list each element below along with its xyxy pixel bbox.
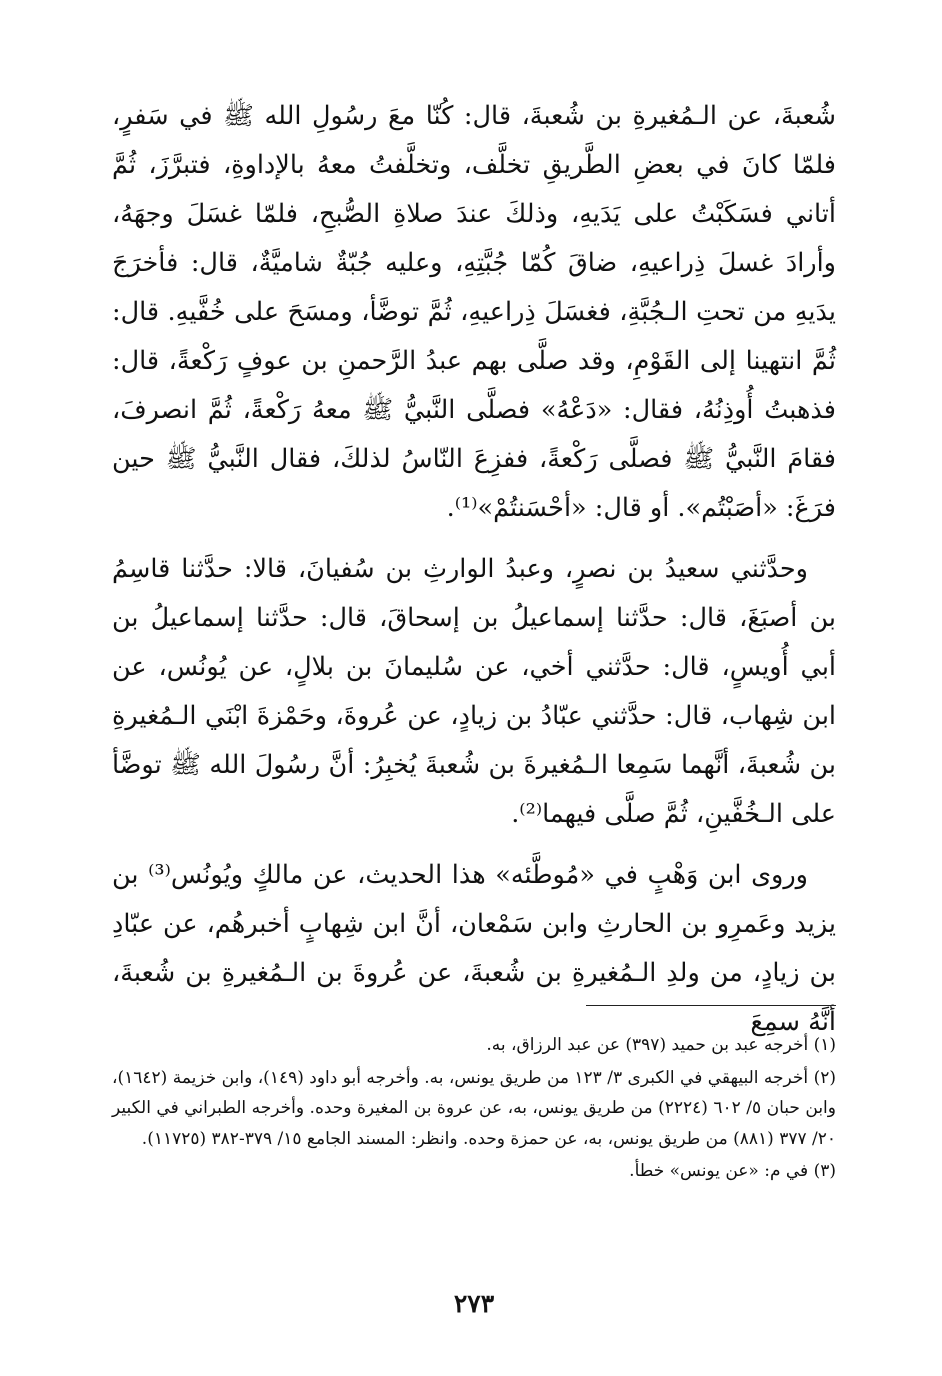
- book-page: [112, 92, 836, 1352]
- footnote-3: (٣) في م: «عن يونس» خطأ.: [629, 1161, 836, 1181]
- footnote-divider: [586, 1005, 836, 1006]
- footnotes: [112, 1030, 836, 1189]
- main-text: [112, 92, 836, 1047]
- page-number: ٢٧٣: [453, 1289, 495, 1318]
- footnote-2: (٢) أخرجه البيهقي في الكبرى ٣/ ١٢٣ من طريق يونس، به. وأخرجه أبو داود (١٤٩)، وابن خزيمة (١٦٤٢)، وابن حبان ٥/ ٦٠٢ (٢٢٢٤) من طريق يونس، به، عن عروة بن المغيرة وحده. وأخرجه الطبراني في الكبير ٢٠/ ٣٧٧ (٨٨١) من طريق يونس، به، عن حمزة وحده. وانظر: المسند الجامع ١٥/ ٣٧٩-٣٨٢ (١١٧٢٥).: [112, 1067, 836, 1149]
- paragraph-2: وحدَّثني سعيدُ بن نصرٍ، وعبدُ الوارثِ بن سُفيانَ، قالا: حدَّثنا قاسِمُ بن أصبَغَ، قال: حدَّثنا إسماعيلُ بن إسحاقَ، قال: حدَّثنا إسماعيلُ بن أبي أُويسٍ، قال: حدَّثني أخي، عن سُليمانَ بن بلالٍ، عن يُونُس، عن ابن شِهاب، قال: حدَّثني عبّادُ بن زيادٍ، عن عُروةَ، وحَمْزةَ ابْنَي الـمُغيرةِ بن شُعبةَ، أنَّهما سَمِعا الـمُغيرةَ بن شُعبةَ يُخبِرُ: أنَّ رسُولَ الله ﷺ توضَّأ على الـخُفَّينِ، ثُمَّ صلَّى فيهما⁽²⁾.: [112, 554, 836, 829]
- paragraph-1: شُعبةَ، عن الـمُغيرةِ بن شُعبةَ، قال: كُنّا معَ رسُولِ الله ﷺ في سَفرٍ، فلمّا كانَ في بعضِ الطَّريقِ تخلَّف، وتخلَّفتُ معهُ بالإداوةِ، فتبرَّزَ، ثُمَّ أتاني فسَكَبْتُ على يَدَيهِ، وذلكَ عندَ صلاةِ الصُّبحِ، فلمّا غسَلَ وجهَهُ، وأرادَ غسلَ ذِراعيهِ، ضاقَ كُمّا جُبَّتِهِ، وعليه جُبّةٌ شاميَّةٌ، قال: فأخرَجَ يدَيهِ من تحتِ الـجُبَّةِ، فغسَلَ ذِراعيهِ، ثُمَّ توضَّأ، ومسَحَ على خُفَّيهِ. قال: ثُمَّ انتهينا إلى القَوْمِ، وقد صلَّى بهم عبدُ الرَّحمنِ بن عوفٍ رَكْعةً، قال: فذهبتُ أُوذِنُهُ، فقال: «دَعْهُ» فصلَّى النَّبيُّ ﷺ معهُ رَكْعةً، ثُمَّ انصرفَ، فقامَ النَّبيُّ ﷺ فصلَّى رَكْعةً، ففزِعَ النّاسُ لذلكَ، فقال النَّبيُّ ﷺ حين فرَغَ: «أصَبْتُم». أو قال: «أحْسَنتُمْ»⁽¹⁾.: [112, 101, 836, 523]
- paragraph-3: وروى ابن وَهْبٍ في «مُوطَّئه» هذا الحديث، عن مالكٍ ويُونُس⁽³⁾ بن يزيد وعَمرِو بن الحارثِ وابن سَمْعان، أنَّ ابن شِهابٍ أخبرهُم، عن عبّادِ بن زيادٍ، من ولدِ الـمُغيرةِ بن شُعبةَ، عن عُروةَ بن الـمُغيرةِ بن شُعبةَ، أنَّهُ سمِعَ: [112, 860, 836, 1037]
- footnote-1: (١) أخرجه عبد بن حميد (٣٩٧) عن عبد الرزاق، به.: [486, 1035, 836, 1055]
